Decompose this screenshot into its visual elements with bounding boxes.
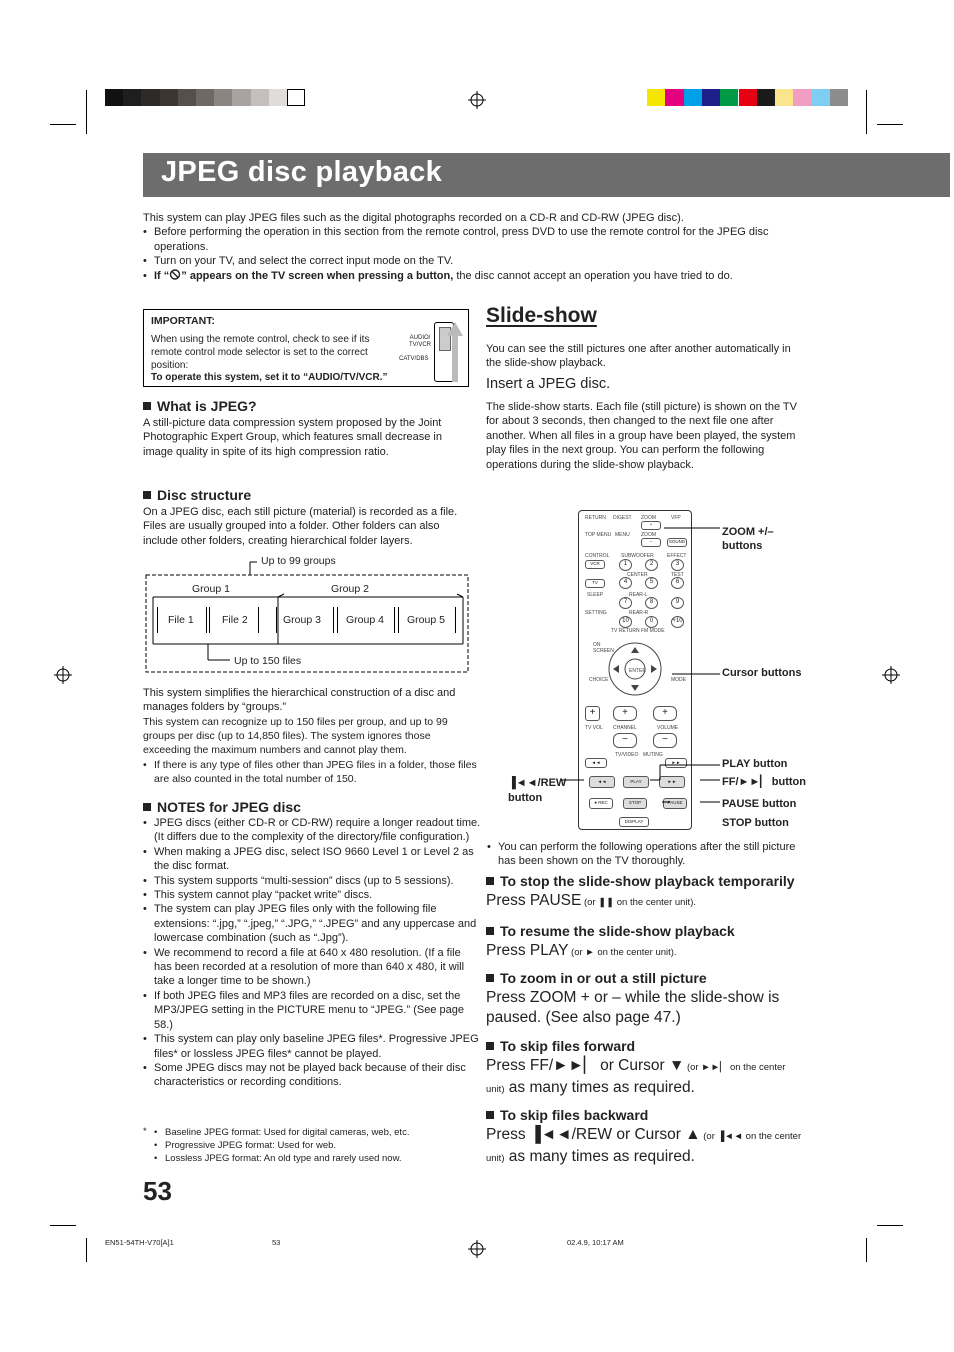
remote-tv-return-label: TV RETURN [611,628,640,634]
remote-digest-label: DIGEST [613,515,632,521]
important-box [143,309,469,387]
op-heading-text: To stop the slide-show playback temporarily [500,873,795,889]
notes-item: • Some JPEG discs may not be played back because of their disc characteristics or recording conditions. [154,1061,481,1090]
op-small: (or ❚❚ on the center unit). [581,897,696,908]
footnote: • Progressive JPEG format: Used for web. [165,1139,485,1152]
diagram-file1: File 1 [157,607,207,633]
remote-digit-button[interactable]: 0 [645,616,658,628]
remote-digit-button[interactable]: 8 [645,597,658,609]
square-bullet-icon [486,877,494,885]
disc-structure-heading [143,487,251,503]
footer-mid: 53 [272,1238,281,1247]
color-swatch [196,89,214,106]
what-is-text: A still-picture data compression system proposed by the Joint Photographic Expert Group, which features small decrease in image quality in spite of its high compression ratio. [143,417,442,458]
remote-fm-mode-label: FM MODE [641,628,665,634]
remote-vfp-label: VFP [671,515,681,521]
remote-setting-label: SETTING [585,610,607,616]
intro-bold: If “ [154,269,170,282]
what-is-heading-text: What is JPEG? [157,398,257,414]
remote-tv-vol-label: TV VOL [585,725,603,731]
op-small: (or ▐◄◄ on the center unit) [486,1131,802,1164]
intro-bullet: • Before performing the operation in this section from the remote control, press DVD to use the remote control for the JPEG disc operations. [154,225,813,254]
color-swatch [160,89,178,106]
op-main: as many times as required. [504,1148,695,1165]
op-instruction-resume [486,941,816,961]
op-main: Press PAUSE [486,892,582,909]
disc-structure-bullet: • If there is any type of files other than JPEG files in a folder, those files are also counted in the total number of 150. [154,758,479,786]
switch-label-top: AUDIO/ TV/VCR [408,335,431,348]
notes-item: • We recommend to record a file at 640 x 480 resolution. (If a file has been recorded at a resolution of more than 640 x 480, it will take a longer time to be shown.) [154,946,481,989]
folder-structure-diagram [143,552,473,677]
square-bullet-icon [143,803,151,811]
remote-return-label: RETURN [585,515,606,521]
crop-mark [50,1225,76,1226]
remote-skip-back-button[interactable]: ◄◄ [585,758,607,768]
remote-vcr-button[interactable]: VCR [585,560,605,569]
intro-rest: the disc cannot accept an operation you have tried to do. [453,269,733,282]
what-is-heading [143,398,257,414]
remote-channel-up-button[interactable]: + [613,706,637,721]
op-heading-text: To zoom in or out a still picture [500,970,707,986]
notes-item: • This system supports “multi-session” discs (up to 5 sessions). [154,874,481,888]
color-swatch [812,89,830,106]
remote-rear-l-label: REAR-L [629,592,648,598]
remote-menu-label: MENU [615,532,630,538]
remote-ff-button[interactable]: ►► [659,776,685,788]
square-bullet-icon [143,491,151,499]
intro-bold: ” appears on the TV screen when pressing a button, [181,269,454,282]
diagram-group2: Group 2 [331,583,369,595]
square-bullet-icon [143,402,151,410]
color-swatch [232,89,250,106]
intro-text: This system can play JPEG files such as the digital photographs recorded on a CD-R and CD-RW (JPEG disc). [143,212,684,224]
color-swatch [830,89,848,106]
remote-on-screen-label: ON SCREEN [593,642,614,654]
remote-stop-button[interactable]: STOP [623,798,647,809]
remote-zoom-label-2: ZOOM [641,532,656,538]
remote-top-menu-label: TOP MENU [585,532,612,538]
remote-rew-button[interactable]: ◄◄ [589,776,615,788]
crop-mark [877,124,903,125]
op-main: Press ▐◄◄/REW or Cursor ▲ [486,1126,701,1143]
op-instruction-zoom: Press ZOOM + or – while the slide-show is paused. (See also page 47.) [486,989,780,1026]
remote-tv-video-label: TV/VIDEO [615,752,639,758]
slideshow-heading: Slide-show [486,304,597,327]
important-text: When using the remote control, check to see if its remote control mode selector is set to the correct position: [151,334,370,371]
remote-zoom-plus-button[interactable]: + [641,521,661,530]
disc-structure-heading-text: Disc structure [157,487,252,503]
remote-enter-label: ENTER [629,668,646,674]
remote-volume-label: VOLUME [657,725,679,731]
remote-tv-vol-button[interactable]: + [585,706,600,721]
op-heading-zoom [486,970,707,986]
color-swatch [178,89,196,106]
op-heading-text: To skip files forward [500,1038,636,1054]
remote-effect-label: EFFECT [667,553,687,559]
registration-target-icon [468,91,486,109]
slideshow-step: Insert a JPEG disc. [486,376,611,392]
op-heading-text: To resume the slide-show playback [500,923,735,939]
diagram-group3: Group 3 [276,607,334,633]
square-bullet-icon [486,1042,494,1050]
diagram-up-groups: Up to 99 groups [261,555,336,567]
diagram-up-files: Up to 150 files [234,655,302,667]
op-instruction-pause [486,891,816,911]
callout-play: PLAY button [722,758,788,770]
op-heading-forward [486,1038,635,1054]
registration-target-icon [54,666,72,684]
remote-choice-label: CHOICE [589,677,609,683]
notes-list [143,816,481,1090]
color-swatch [251,89,269,106]
remote-center-label: CENTER [627,572,648,578]
square-bullet-icon [486,1111,494,1119]
remote-digit-button[interactable]: 7 [619,597,632,609]
remote-digit-button[interactable]: 9 [671,597,684,609]
color-swatch [702,89,720,106]
color-swatch [287,89,305,106]
color-swatch [269,89,287,106]
arrow-up-icon [447,322,463,382]
title-bar [143,153,950,197]
footer-left: EN51-54TH-V70[A]1 [105,1238,174,1247]
square-bullet-icon [486,974,494,982]
crop-mark [86,1238,87,1262]
color-swatch [684,89,702,106]
disc-structure-text: On a JPEG disc, each still picture (material) is recorded as a file. Files are usually grouped into a folder. Other folders can also include other folders, creating hierarchical folder layers. [143,506,458,547]
color-swatch [720,89,738,106]
remote-digit-button[interactable]: 5 [645,577,658,589]
callout-zoom: ZOOM +/– buttons [722,526,774,552]
notes-item: • If both JPEG files and MP3 files are recorded on a disc, set the MP3/JPEG setting in the PICTURE menu to “JPEG.” (See page 58.) [154,989,481,1032]
switch-label-bottom: CATV/DBS [399,356,429,362]
op-heading-text: To skip files backward [500,1107,649,1123]
remote-zoom-minus-button[interactable]: − [641,538,661,547]
remote-digit-button[interactable]: 1 [619,559,632,571]
diagram-file2: File 2 [209,607,259,633]
disc-structure-para1: This system simplifies the hierarchical construction of a disc and manages folders by “groups.” [143,687,456,714]
diagram-group4: Group 4 [337,607,395,633]
intro-bullet: • Turn on your TV, and select the correct input mode on the TV. [154,254,813,268]
remote-skip-fwd-button[interactable]: ►► [665,758,687,768]
page-title: JPEG disc playback [161,156,443,188]
crop-mark [866,90,867,134]
remote-muting-label: MUTING [643,752,663,758]
op-heading-backward [486,1107,648,1123]
remote-pause-button[interactable]: PAUSE [663,798,687,809]
remote-digit-button[interactable]: 3 [671,559,684,571]
remote-rear-r-label: REAR-R [629,610,649,616]
color-swatch [647,89,665,106]
notes-item: • The system can play JPEG files only with the following file extensions: “.jpg,” “.jpeg,” “.JPG,” “.JPEG” and any uppercase and lowercase combination (such as “.Jpg”). [154,902,481,945]
remote-test-label: TEST [671,572,684,578]
crop-mark [866,1238,867,1262]
remote-channel-down-button[interactable]: − [613,733,637,748]
callout-rew: ▐◄◄/REW button [508,777,567,804]
notes-item: • This system cannot play “packet write” discs. [154,888,481,902]
notes-heading-text: NOTES for JPEG disc [157,799,301,815]
color-swatch [757,89,775,106]
remote-tv-button[interactable]: TV [585,579,605,588]
slideshow-note: • You can perform the following operations after the still picture has been shown on the TV thoroughly. [498,840,810,869]
crop-mark [50,124,76,125]
crop-mark [877,1225,903,1226]
square-bullet-icon [486,927,494,935]
notes-item: • JPEG discs (either CD-R or CD-RW) require a longer readout time. (It differs due to the complexity of the directory/file configuration.) [154,816,481,845]
remote-digit-button[interactable]: 2 [645,559,658,571]
important-bold: To operate this system, set it to “AUDIO/TV/VCR.” [151,372,388,383]
color-swatch [105,89,123,106]
remote-sound-button[interactable]: SOUND [667,538,687,547]
remote-digit-button[interactable]: 6 [671,577,684,589]
color-swatch [123,89,141,106]
op-main: Press PLAY [486,942,569,959]
op-small: (or ►►▏ on the center unit) [486,1062,786,1095]
footnote: • Baseline JPEG format: Used for digital cameras, web, etc. [165,1126,485,1139]
op-heading-pause [486,873,795,889]
diagram-group1: Group 1 [192,583,230,595]
remote-zoom-label: ZOOM [641,515,656,521]
remote-sleep-label: SLEEP [587,592,604,598]
slideshow-desc: The slide-show starts. Each file (still picture) is shown on the TV for about 3 seconds, then changed to the next file one after another. When all files in a group have been played, the system play files in the next group. You can perform the following operations during the slide-show playback. [486,401,797,471]
page-number: 53 [143,1176,172,1206]
remote-volume-down-button[interactable]: − [653,733,677,748]
callout-ff: FF/►►▏ button [722,776,806,788]
notes-item: • When making a JPEG disc, select ISO 9660 Level 1 or Level 2 as the disc format. [154,845,481,874]
op-instruction-forward [486,1056,806,1100]
important-heading: IMPORTANT: [151,315,215,327]
callout-stop: STOP button [722,817,789,829]
intro-section [143,211,813,283]
color-swatch [739,89,757,106]
footnote: • Lossless JPEG format: An old type and rarely used now. [165,1152,485,1165]
color-swatch [793,89,811,106]
op-main: as many times as required. [504,1079,695,1096]
remote-digit-button[interactable]: +10 [671,616,684,628]
op-heading-resume [486,923,735,939]
callout-cursor: Cursor buttons [722,667,802,679]
notes-item: • This system can play only baseline JPEG files*. Progressive JPEG files* or lossless JPEG files* cannot be played. [154,1032,481,1061]
color-swatch [141,89,159,106]
disc-structure-para2: This system can recognize up to 150 files per group, and up to 99 groups per disc (up to 14,850 files). The system ignores those exceeding the maximum numbers and cannot play them. [143,716,448,756]
remote-digit-button[interactable]: 4 [619,577,632,589]
op-small: (or ► on the center unit). [568,947,677,958]
remote-control-label: CONTROL [585,553,610,559]
remote-rec-button[interactable]: ● REC [589,798,613,809]
color-swatch [775,89,793,106]
remote-digit-button[interactable]: 10 [619,616,632,628]
notes-heading [143,799,301,815]
remote-play-button[interactable]: PLAY [623,776,649,788]
crop-mark [86,90,87,134]
color-swatch [214,89,232,106]
remote-volume-up-button[interactable]: + [653,706,677,721]
footer-right: 02.4.9, 10:17 AM [567,1238,624,1247]
remote-channel-label: CHANNEL [613,725,637,731]
registration-target-icon [882,666,900,684]
remote-display-button[interactable]: DISPLAY [619,817,649,827]
op-instruction-backward [486,1125,806,1169]
intro-bullet [154,269,813,283]
footnote-star: * [143,1126,147,1137]
remote-mode-label: MODE [671,677,686,683]
registration-target-icon [468,1240,486,1258]
callout-lines [560,510,730,830]
prohibited-icon [169,269,181,280]
callout-pause: PAUSE button [722,798,797,810]
remote-subwoofer-label: SUBWOOFER [621,553,654,559]
op-main: Press FF/►►▏ or Cursor ▼ [486,1057,685,1074]
slideshow-intro: You can see the still pictures one after another automatically in the slide-show playback. [486,343,791,370]
diagram-group5: Group 5 [398,607,456,633]
footnotes [154,1126,485,1165]
color-swatch [665,89,683,106]
